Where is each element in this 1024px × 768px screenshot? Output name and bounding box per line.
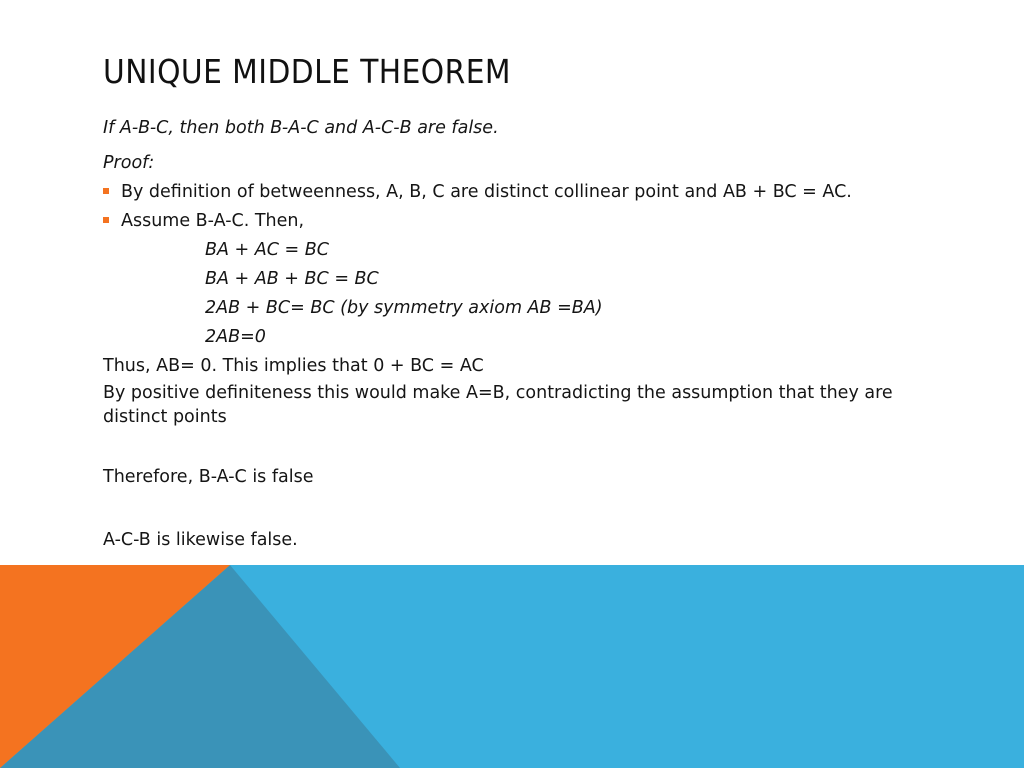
theorem-statement: If A-B-C, then both B-A-C and A-C-B are false. [103,118,499,138]
bullet-item [103,178,933,207]
decorative-footer-shapes [0,565,1024,768]
likewise-line: A-C-B is likewise false. [103,530,298,550]
proof-label: Proof: [103,153,155,173]
bullet-item [103,207,933,236]
slide-body [103,114,933,555]
spacer [103,429,933,463]
thus-line: Thus, AB= 0. This implies that 0 + BC = AC [103,356,484,376]
spacer [103,492,933,526]
equation-line: 2AB=0 [205,327,266,347]
equation-line: 2AB + BC= BC (by symmetry axiom AB =BA) [205,298,603,318]
positive-definiteness-line: By positive definiteness this would make A=B, contradicting the assumption that they are distinct points [103,383,893,427]
square-bullet-icon [103,188,109,194]
square-bullet-icon [103,217,109,223]
therefore-line: Therefore, B-A-C is false [103,467,314,487]
equation-line: BA + AC = BC [205,240,329,260]
equation-line: BA + AB + BC = BC [205,269,379,289]
slide-title: UNIQUE MIDDLE THEOREM [103,52,512,91]
bullet-text: By definition of betweenness, A, B, C are distinct collinear point and AB + BC = AC. [121,182,852,202]
bullet-text: Assume B-A-C. Then, [121,211,305,231]
